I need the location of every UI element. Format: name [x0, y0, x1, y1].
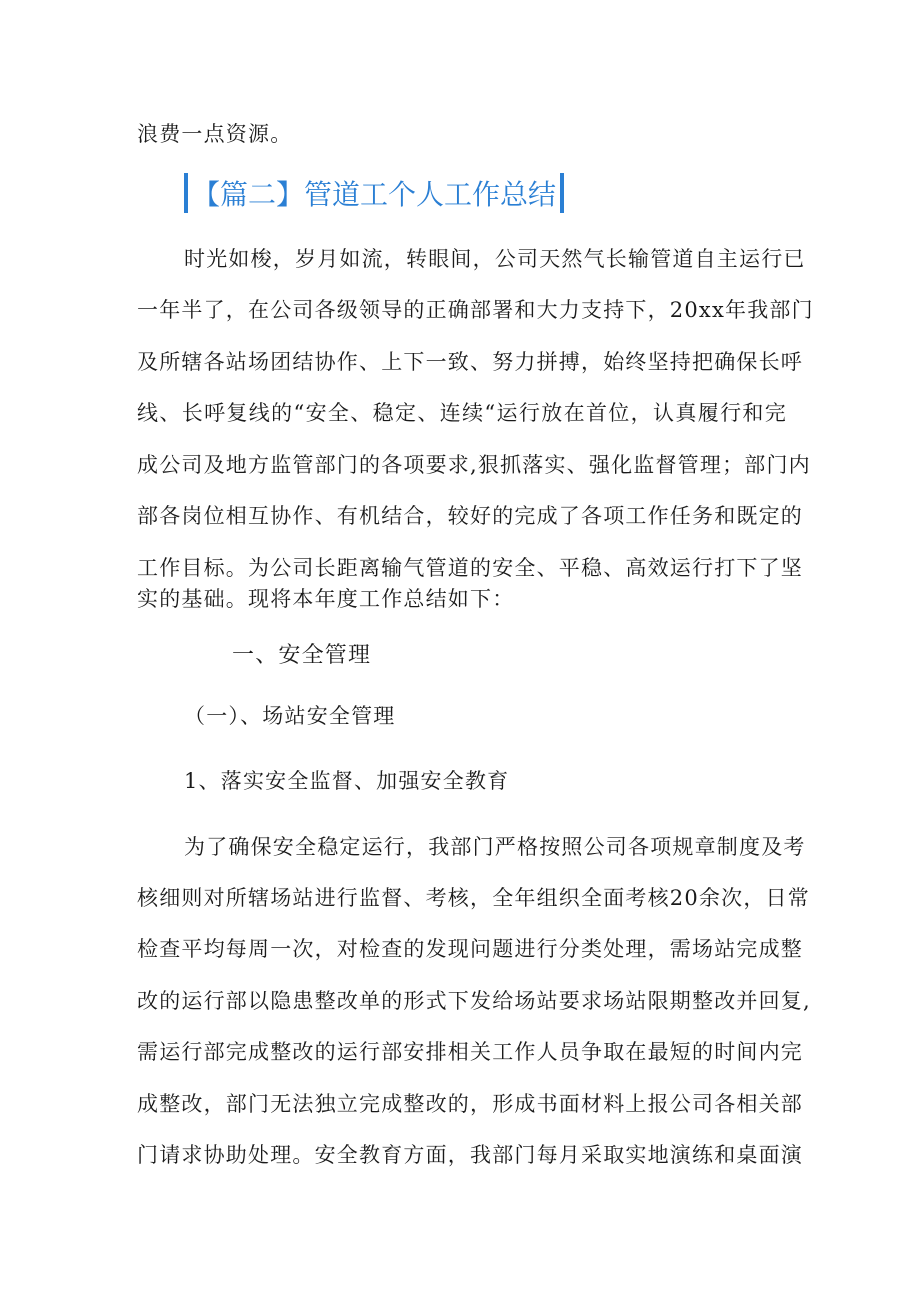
top-line: 浪费一点资源。: [137, 122, 293, 146]
paragraph-line: 检查平均每周一次，对检查的发现问题进行分类处理，需场站完成整: [137, 937, 803, 961]
paragraph-line: 成整改，部门无法独立完成整改的，形成书面材料上报公司各相关部: [137, 1092, 803, 1116]
heading-right-bar: [560, 173, 564, 213]
paragraph-line: 一年半了，在公司各级领导的正确部署和大力支持下，20xx年我部门: [137, 298, 814, 322]
paragraph-line: 实的基础。现将本年度工作总结如下：: [137, 587, 515, 611]
paragraph-line: 为了确保安全稳定运行，我部门严格按照公司各项规章制度及考: [184, 835, 806, 859]
section-heading: [184, 173, 564, 213]
paragraph-line: 部各岗位相互协作、有机结合，较好的完成了各项工作任务和既定的: [137, 504, 803, 528]
section-title: 一、安全管理: [232, 643, 372, 668]
paragraph-line: 需运行部完成整改的运行部安排相关工作人员争取在最短的时间内完: [137, 1040, 803, 1064]
item-title: 1、落实安全监督、加强安全教育: [184, 769, 510, 793]
paragraph-line: 核细则对所辖场站进行监督、考核，全年组织全面考核20余次，日常: [137, 886, 810, 910]
subsection-title: （一）、场站安全管理: [184, 704, 396, 728]
paragraph-line: 工作目标。为公司长距离输气管道的安全、平稳、高效运行打下了坚: [137, 556, 803, 580]
paragraph-line: 时光如梭，岁月如流，转眼间，公司天然气长输管道自主运行已: [184, 247, 806, 271]
paragraph-line: 及所辖各站场团结协作、上下一致、努力拼搏，始终坚持把确保长呼: [137, 350, 803, 374]
paragraph-line: 线、长呼复线的“安全、稳定、连续“运行放在首位，认真履行和完: [137, 401, 787, 425]
heading-title: 【篇二】管道工个人工作总结: [192, 178, 557, 211]
paragraph-line: 门请求协助处理。安全教育方面，我部门每月采取实地演练和桌面演: [137, 1143, 803, 1167]
paragraph-line: 改的运行部以隐患整改单的形式下发给场站要求场站限期整改并回复,: [137, 989, 811, 1013]
paragraph-line: 成公司及地方监管部门的各项要求,狠抓落实、强化监督管理；部门内: [137, 453, 811, 477]
